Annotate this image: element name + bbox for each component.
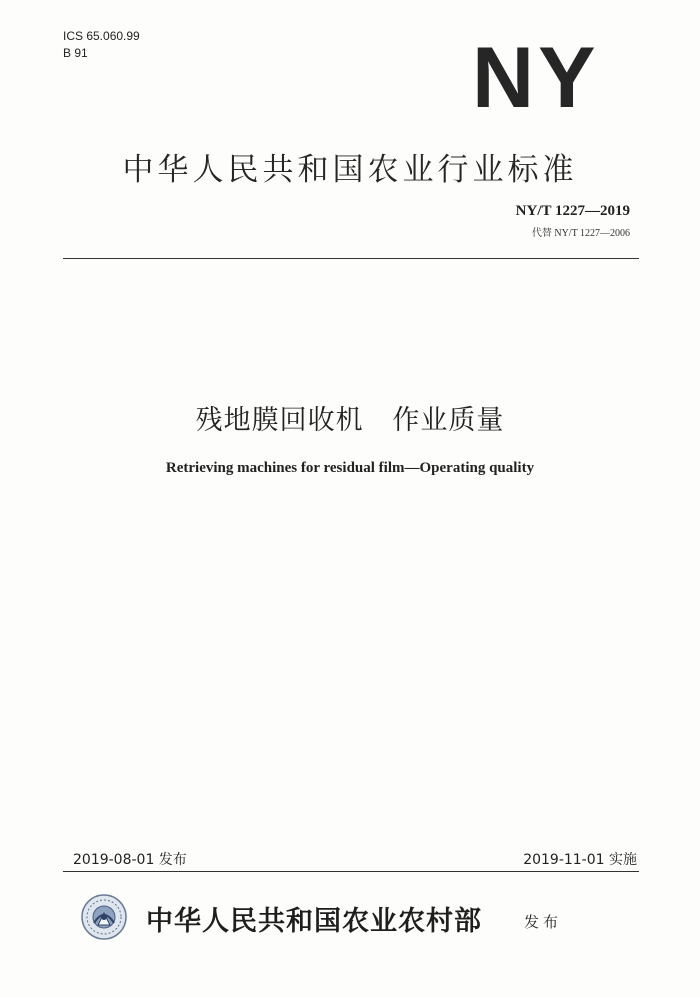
- document-title-chinese: 残地膜回收机 作业质量: [195, 405, 505, 436]
- ccs-code: B 91: [63, 46, 88, 60]
- top-divider: [63, 258, 639, 259]
- issue-date: 2019-08-01 发布: [73, 852, 187, 868]
- ny-logo: NY: [472, 30, 600, 126]
- publisher-name: 中华人民共和国农业农村部: [146, 906, 482, 937]
- classification-codes: [63, 28, 140, 62]
- standard-number: NY/T 1227—2019: [515, 203, 630, 219]
- bottom-divider: [63, 871, 639, 872]
- document-title-english: Retrieving machines for residual film—Operating quality: [165, 460, 535, 476]
- ics-code: ICS 65.060.99: [63, 29, 140, 43]
- implementation-date: 2019-11-01 实施: [523, 852, 637, 868]
- replaces-standard: 代替 NY/T 1227—2006: [531, 228, 630, 239]
- ministry-emblem-icon: [80, 893, 128, 941]
- standard-category-title: 中华人民共和国农业行业标准: [122, 152, 578, 188]
- publish-label: 发布: [524, 913, 563, 931]
